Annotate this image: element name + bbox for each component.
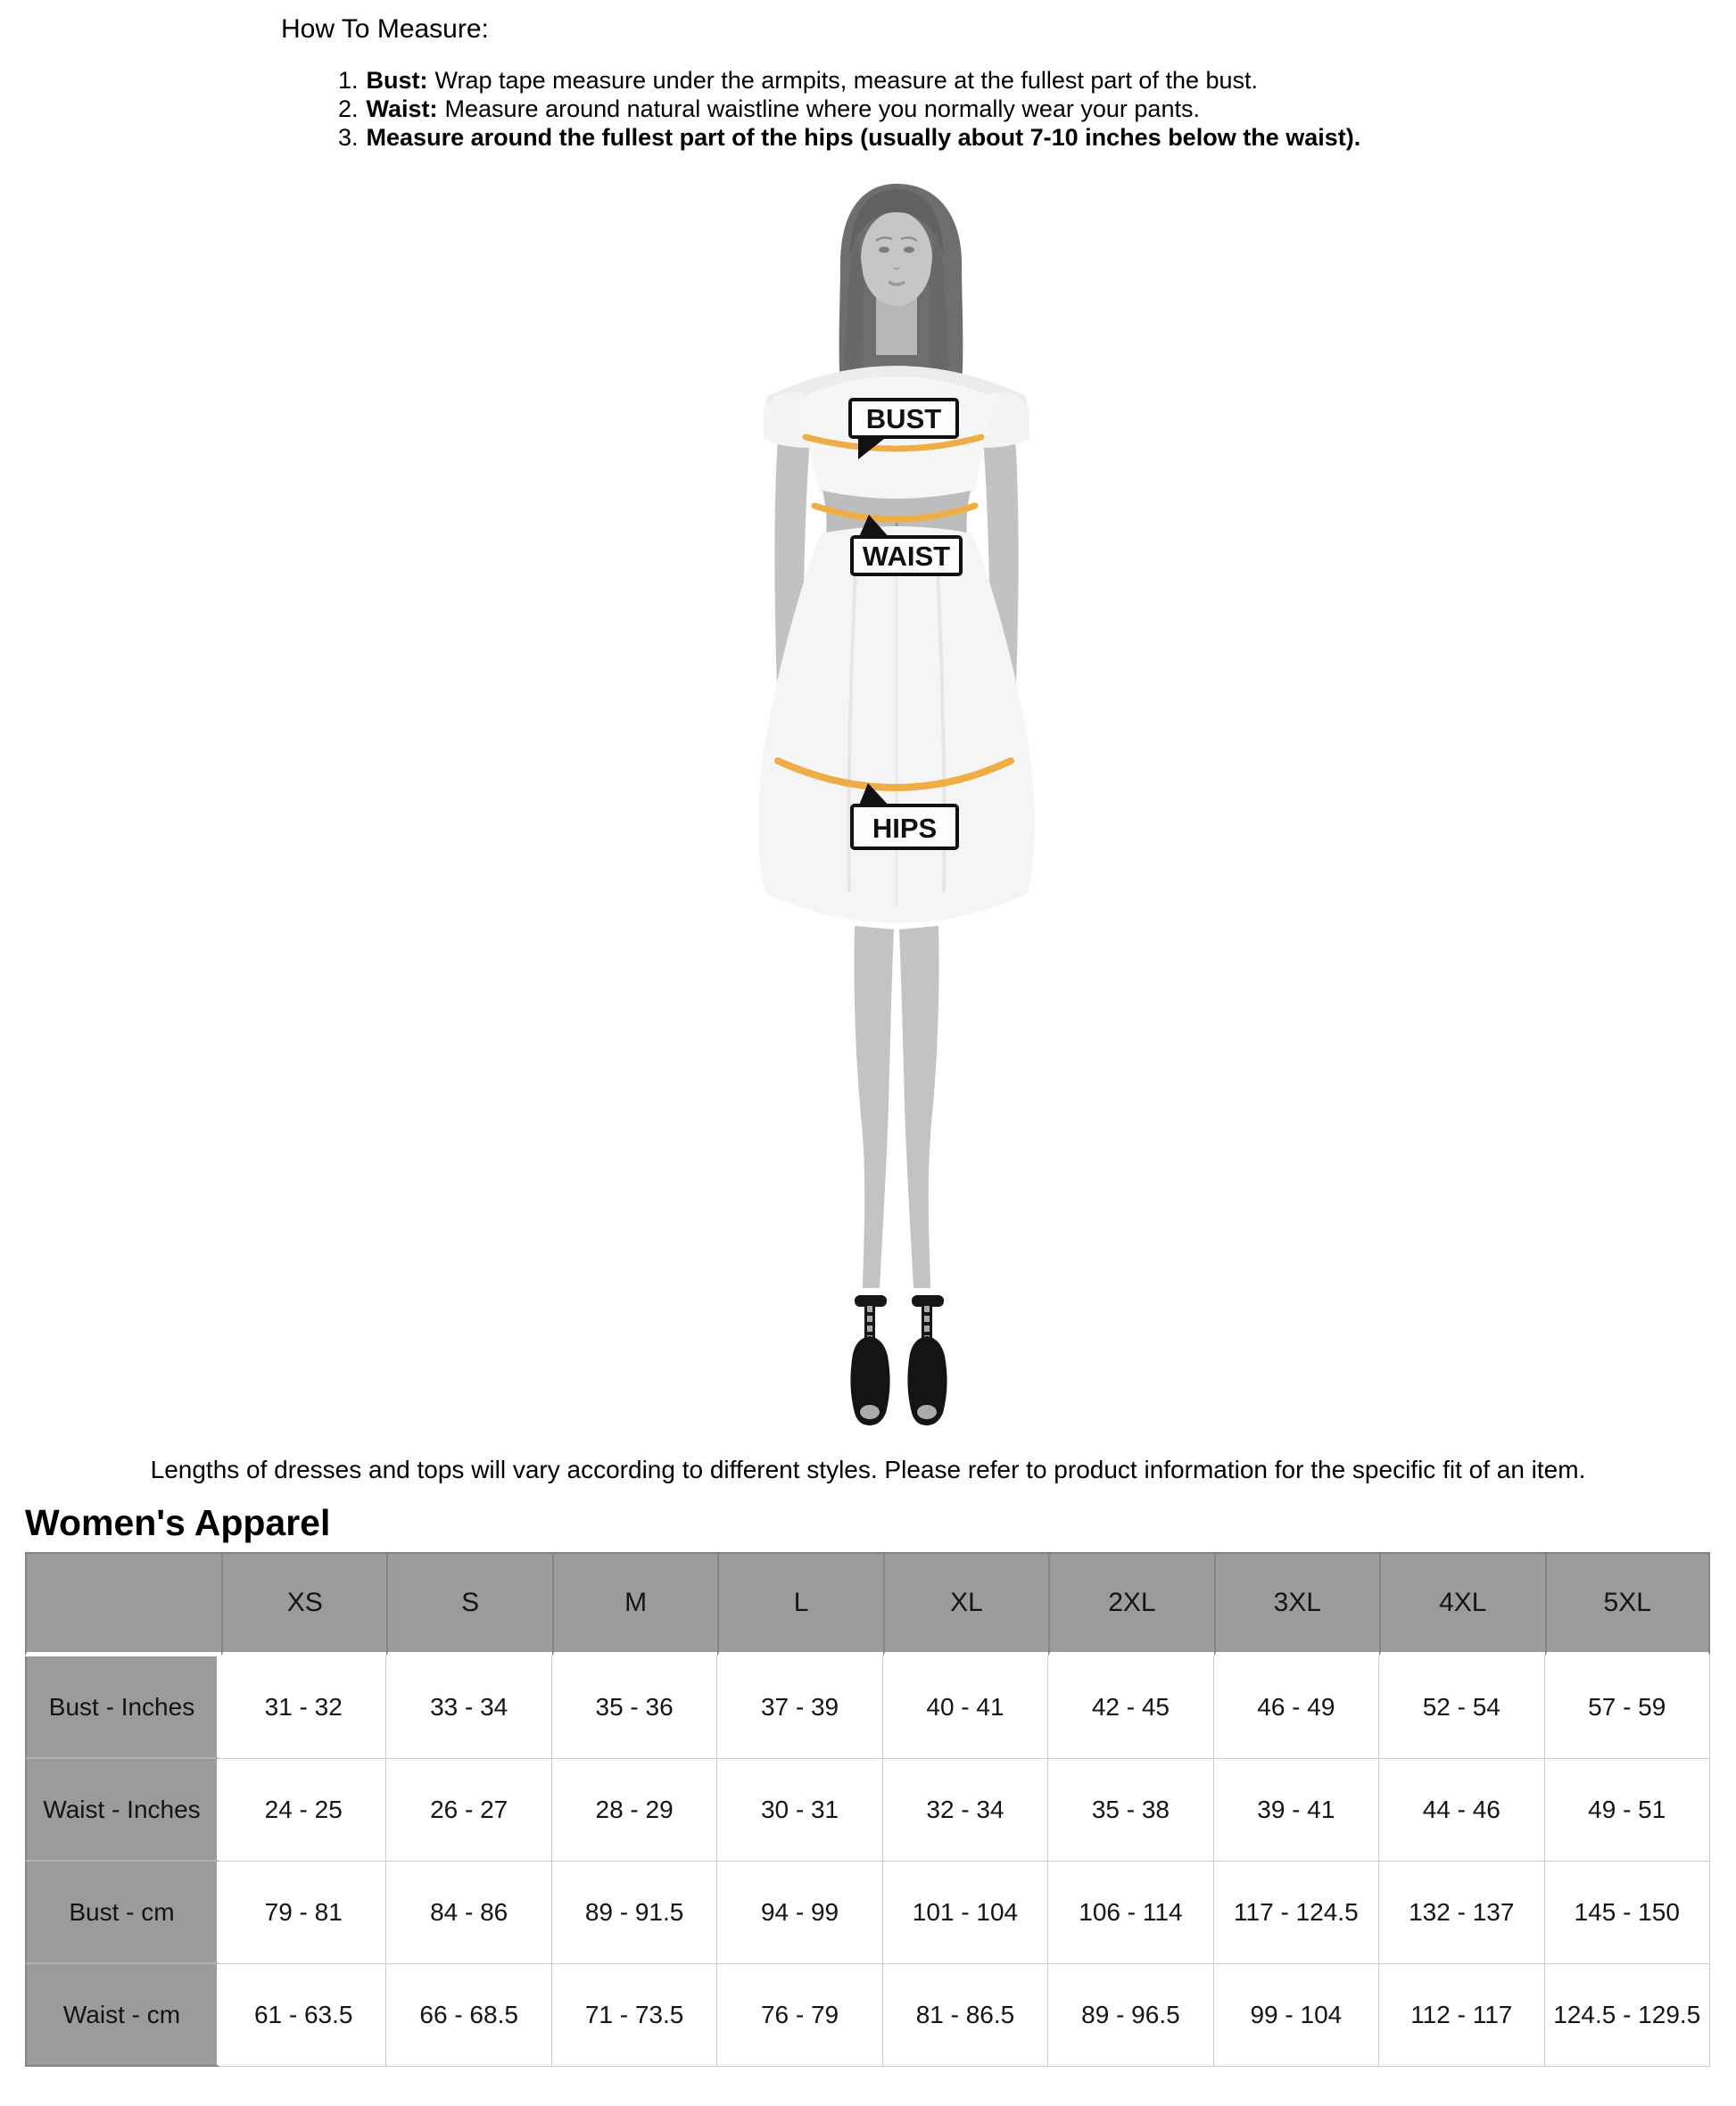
size-cell: 132 - 137 [1379, 1862, 1544, 1964]
size-cell: 145 - 150 [1545, 1862, 1711, 1964]
corner-cell [25, 1552, 221, 1656]
fit-note-text: Lengths of dresses and tops will vary according to different styles. Please refer to product information for the specific fit of an item. [150, 1456, 1586, 1483]
size-header-row [25, 1552, 1710, 1656]
size-cell: 26 - 27 [386, 1759, 551, 1862]
step-text: Wrap tape measure under the armpits, measure at the fullest part of the bust. [434, 67, 1259, 94]
model-face [861, 211, 932, 306]
size-chart-table [25, 1552, 1710, 2067]
measure-step-bust [338, 66, 1368, 95]
table-row-bust-inches [25, 1656, 1710, 1759]
col-header-4xl: 4XL [1379, 1552, 1544, 1656]
size-cell: 76 - 79 [717, 1964, 882, 2067]
col-header-xl: XL [883, 1552, 1048, 1656]
size-cell: 101 - 104 [883, 1862, 1048, 1964]
size-cell: 89 - 96.5 [1048, 1964, 1213, 2067]
size-cell: 117 - 124.5 [1214, 1862, 1379, 1964]
step-keyword: Bust: [366, 67, 428, 94]
size-cell: 46 - 49 [1214, 1656, 1379, 1759]
right-eye [904, 247, 914, 253]
col-header-l: L [717, 1552, 882, 1656]
size-cell: 79 - 81 [221, 1862, 386, 1964]
size-cell: 57 - 59 [1545, 1656, 1711, 1759]
bust-label-text: BUST [865, 403, 942, 434]
model-leg-right [899, 926, 939, 1288]
left-eye [879, 247, 889, 253]
size-cell: 61 - 63.5 [221, 1964, 386, 2067]
size-cell: 30 - 31 [717, 1759, 882, 1862]
table-row-waist-inches [25, 1759, 1710, 1862]
size-cell: 35 - 38 [1048, 1759, 1213, 1862]
how-to-measure-title: How To Measure: [281, 14, 489, 44]
size-cell: 40 - 41 [883, 1656, 1048, 1759]
size-cell: 49 - 51 [1545, 1759, 1711, 1862]
col-header-s: S [386, 1552, 551, 1656]
high-heel-shoe-right [907, 1295, 947, 1425]
row-header: Bust - Inches [25, 1656, 221, 1759]
step-keyword: Measure around the fullest part of the hips (usually about 7-10 inches below the waist). [366, 124, 1361, 151]
size-cell: 94 - 99 [717, 1862, 882, 1964]
table-row-bust-cm [25, 1862, 1710, 1964]
section-title: Women's Apparel [25, 1502, 331, 1543]
size-cell: 37 - 39 [717, 1656, 882, 1759]
size-cell: 39 - 41 [1214, 1759, 1379, 1862]
model-leg-left [854, 926, 894, 1288]
measure-step-waist [338, 95, 1368, 123]
size-cell: 84 - 86 [386, 1862, 551, 1964]
hips-label-text: HIPS [872, 813, 938, 844]
size-cell: 112 - 117 [1379, 1964, 1544, 2067]
size-cell: 31 - 32 [221, 1656, 386, 1759]
size-cell: 66 - 68.5 [386, 1964, 551, 2067]
size-cell: 28 - 29 [552, 1759, 717, 1862]
step-number: 2. [338, 95, 359, 122]
table-row-waist-cm [25, 1964, 1710, 2067]
size-cell: 24 - 25 [221, 1759, 386, 1862]
size-cell: 33 - 34 [386, 1656, 551, 1759]
size-cell: 42 - 45 [1048, 1656, 1213, 1759]
size-cell: 52 - 54 [1379, 1656, 1544, 1759]
step-keyword: Waist: [366, 95, 438, 122]
step-number: 1. [338, 67, 359, 94]
size-cell: 124.5 - 129.5 [1545, 1964, 1711, 2067]
size-cell: 89 - 91.5 [552, 1862, 717, 1964]
col-header-m: M [552, 1552, 717, 1656]
model-figure-svg [723, 178, 1079, 1436]
step-number: 3. [338, 124, 359, 151]
measure-step-hips [338, 123, 1368, 152]
row-header: Waist - Inches [25, 1759, 221, 1862]
measure-steps-list [338, 66, 1368, 152]
row-header: Bust - cm [25, 1862, 221, 1964]
size-cell: 35 - 36 [552, 1656, 717, 1759]
size-cell: 106 - 114 [1048, 1862, 1213, 1964]
col-header-5xl: 5XL [1545, 1552, 1711, 1656]
size-cell: 71 - 73.5 [552, 1964, 717, 2067]
waist-label-text: WAIST [862, 541, 951, 572]
size-cell: 99 - 104 [1214, 1964, 1379, 2067]
size-cell: 81 - 86.5 [883, 1964, 1048, 2067]
high-heel-shoe-left [850, 1295, 889, 1425]
size-cell: 32 - 34 [883, 1759, 1048, 1862]
model-figure [723, 178, 1079, 1436]
col-header-2xl: 2XL [1048, 1552, 1213, 1656]
row-header: Waist - cm [25, 1964, 221, 2067]
size-cell: 44 - 46 [1379, 1759, 1544, 1862]
step-text: Measure around natural waistline where you normally wear your pants. [444, 95, 1200, 122]
col-header-3xl: 3XL [1214, 1552, 1379, 1656]
col-header-xs: XS [221, 1552, 386, 1656]
